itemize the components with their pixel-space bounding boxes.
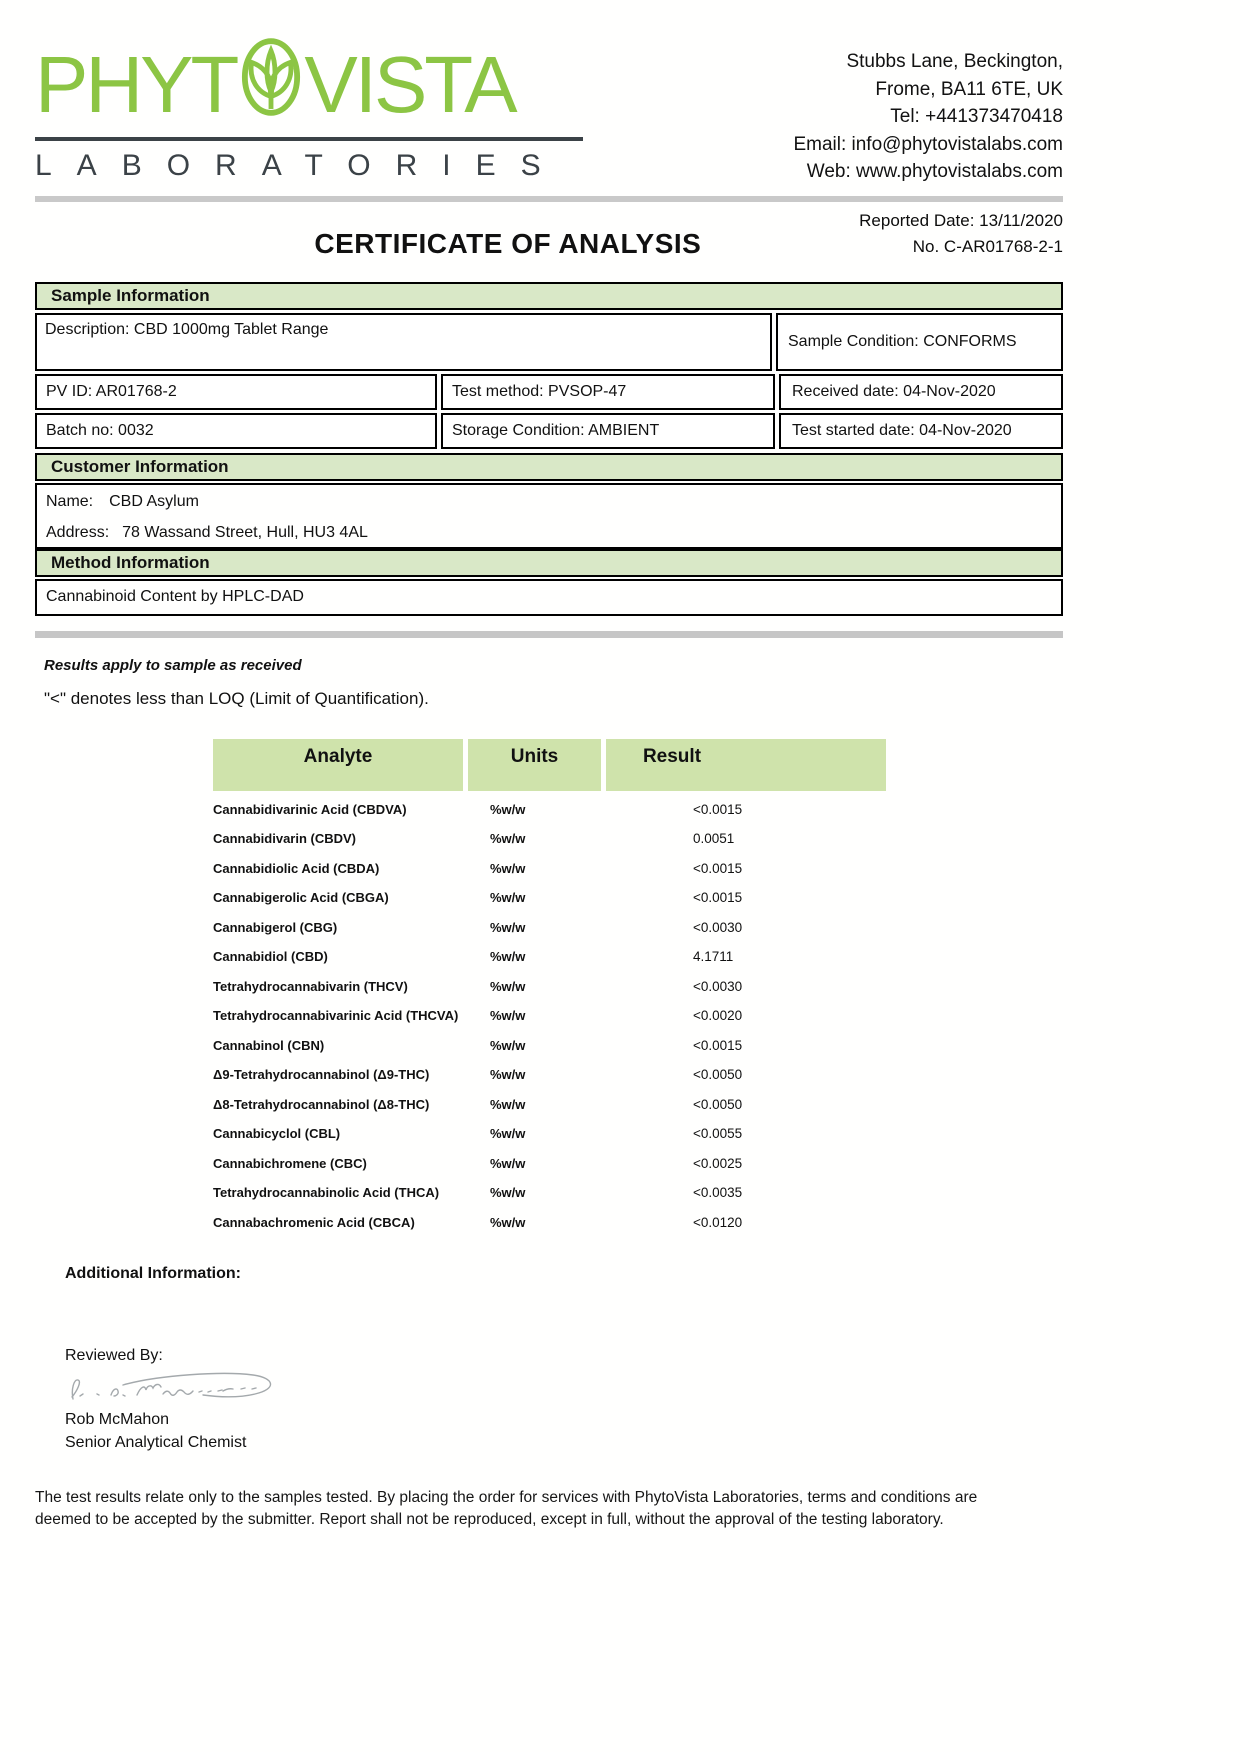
logo-rule: [35, 137, 583, 141]
analyte-name: Cannabinol (CBN): [213, 1037, 325, 1053]
reported-date: Reported Date: 13/11/2020: [859, 210, 1063, 230]
results-table: [213, 739, 886, 1238]
analyte-result: <0.0015: [693, 890, 743, 906]
pv-id: PV ID: AR01768-2: [35, 374, 437, 410]
analyte-result: <0.0015: [693, 860, 743, 876]
table-row: [213, 854, 886, 884]
method-box: Cannabinoid Content by HPLC-DAD: [35, 579, 1063, 616]
results-table-body: [213, 795, 886, 1238]
analyte-result: <0.0030: [693, 978, 743, 994]
analyte-units: %w/w: [490, 1185, 526, 1201]
sample-condition: Sample Condition: CONFORMS: [776, 313, 1063, 371]
analyte-result: 4.1711: [693, 949, 734, 965]
footer-line2: deemed to be accepted by the submitter. Report shall not be reproduced, except in full, without the approval of the testing laboratory.: [35, 1511, 944, 1529]
loq-note: "<" denotes less than LOQ (Limit of Quantification).: [44, 688, 429, 708]
analyte-name: Tetrahydrocannabinolic Acid (THCA): [213, 1185, 440, 1201]
header-divider: [35, 196, 1063, 202]
analyte-units: %w/w: [490, 801, 526, 817]
analyte-name: Cannabigerol (CBG): [213, 919, 338, 935]
analyte-name: Cannabichromene (CBC): [213, 1155, 367, 1171]
table-row: [213, 1001, 886, 1031]
analyte-name: Cannabidiol (CBD): [213, 949, 328, 965]
customer-address-label: Address:: [46, 523, 110, 541]
table-row: [213, 824, 886, 854]
table-row: [213, 1031, 886, 1061]
report-meta: [35, 208, 1063, 274]
lab-contact-block: [587, 36, 1063, 186]
column-header-result: Result: [606, 739, 886, 791]
analyte-result: <0.0020: [693, 1008, 743, 1024]
analyte-name: Cannabachromenic Acid (CBCA): [213, 1214, 415, 1230]
test-method: Test method: PVSOP-47: [441, 374, 775, 410]
analyte-result: <0.0055: [693, 1126, 743, 1142]
sample-row-batch: [35, 413, 1063, 449]
phytovista-logo: [35, 36, 587, 186]
sample-row-ids: [35, 374, 1063, 410]
certificate-title: CERTIFICATE OF ANALYSIS: [314, 227, 702, 259]
logo-text-right: VISTA: [304, 39, 515, 129]
analyte-name: Cannabidiolic Acid (CBDA): [213, 860, 380, 876]
analyte-units: %w/w: [490, 1008, 526, 1024]
table-row: [213, 1149, 886, 1179]
table-row: [213, 972, 886, 1002]
sample-note: Results apply to sample as received: [44, 656, 302, 674]
contact-address-line2: Frome, BA11 6TE, UK: [875, 78, 1063, 100]
analyte-result: <0.0015: [693, 801, 743, 817]
analyte-result: <0.0015: [693, 1037, 743, 1053]
customer-name-line: [46, 493, 1053, 511]
customer-address-line: [46, 524, 1053, 542]
signature-image: [63, 1367, 1063, 1409]
batch-no: Batch no: 0032: [35, 413, 437, 449]
analyte-units: %w/w: [490, 1126, 526, 1142]
sample-description: Description: CBD 1000mg Tablet Range: [35, 313, 772, 371]
contact-address-line1: Stubbs Lane, Beckington,: [846, 51, 1063, 72]
table-row: [213, 942, 886, 972]
document-content: [35, 0, 1063, 1452]
analyte-units: %w/w: [490, 1067, 526, 1083]
analyte-units: %w/w: [490, 1037, 526, 1053]
logo-subtitle: LABORATORIES: [35, 149, 566, 182]
analyte-result: <0.0050: [693, 1096, 743, 1112]
header: [35, 36, 1063, 186]
analyte-name: Cannabicyclol (CBL): [213, 1126, 341, 1142]
contact-tel: Tel: +441373470418: [890, 106, 1063, 128]
analyte-units: %w/w: [490, 978, 526, 994]
reviewer-title: Senior Analytical Chemist: [65, 1434, 247, 1452]
table-row: [213, 1060, 886, 1090]
analyte-result: <0.0120: [693, 1214, 743, 1230]
analyte-result: <0.0030: [693, 919, 743, 935]
analyte-name: Tetrahydrocannabivarin (THCV): [213, 978, 408, 994]
analyte-name: Cannabidivarin (CBDV): [213, 831, 357, 847]
report-number: No. C-AR01768-2-1: [912, 237, 1063, 257]
column-header-analyte: Analyte: [213, 739, 463, 791]
column-header-units: Units: [468, 739, 601, 791]
table-row: [213, 795, 886, 825]
analyte-units: %w/w: [490, 1214, 526, 1230]
method-information-header: Method Information: [35, 549, 1063, 577]
analyte-result: <0.0035: [693, 1185, 743, 1201]
reviewed-by-label: Reviewed By:: [65, 1347, 163, 1365]
analyte-units: %w/w: [490, 860, 526, 876]
logo-text-left: PHYT: [35, 39, 237, 129]
additional-information-label: Additional Information:: [65, 1265, 241, 1283]
customer-information-header: Customer Information: [35, 453, 1063, 481]
table-row: [213, 883, 886, 913]
table-row: [213, 913, 886, 943]
analyte-name: Cannabidivarinic Acid (CBDVA): [213, 801, 407, 817]
analyte-units: %w/w: [490, 1096, 526, 1112]
test-started-date: Test started date: 04-Nov-2020: [779, 413, 1063, 449]
reviewer-name: Rob McMahon: [65, 1411, 170, 1429]
analyte-units: %w/w: [490, 831, 526, 847]
customer-name-value: CBD Asylum: [109, 492, 199, 510]
storage-condition: Storage Condition: AMBIENT: [441, 413, 775, 449]
analyte-name: Δ9-Tetrahydrocannabinol (Δ9-THC): [213, 1067, 430, 1083]
analyte-units: %w/w: [490, 949, 526, 965]
analyte-units: %w/w: [490, 919, 526, 935]
received-date: Received date: 04-Nov-2020: [779, 374, 1063, 410]
analyte-name: Δ8-Tetrahydrocannabinol (Δ8-THC): [213, 1096, 430, 1112]
analyte-name: Cannabigerolic Acid (CBGA): [213, 890, 389, 906]
footer-line1: The test results relate only to the samples tested. By placing the order for services with PhytoVista Laboratories, terms and conditions are: [35, 1489, 978, 1506]
customer-box: [35, 483, 1063, 549]
results-table-head: [213, 739, 886, 791]
analyte-result: <0.0025: [693, 1155, 743, 1171]
logo-wordmark: [35, 36, 587, 133]
footer-disclaimer: [35, 1487, 1070, 1532]
table-row: [213, 1178, 886, 1208]
analyte-name: Tetrahydrocannabivarinic Acid (THCVA): [213, 1008, 459, 1024]
sample-information-header: Sample Information: [35, 282, 1063, 310]
contact-web: Web: www.phytovistalabs.com: [806, 161, 1063, 183]
table-row: [213, 1119, 886, 1149]
analyte-units: %w/w: [490, 1155, 526, 1171]
analyte-units: %w/w: [490, 890, 526, 906]
customer-name-label: Name:: [46, 492, 94, 510]
analyte-result: <0.0050: [693, 1067, 743, 1083]
analyte-result: 0.0051: [693, 831, 735, 847]
section-divider: [35, 631, 1063, 638]
contact-email: Email: info@phytovistalabs.com: [793, 133, 1063, 155]
customer-address-value: 78 Wassand Street, Hull, HU3 4AL: [122, 523, 368, 541]
leaf-in-oval-icon: [240, 36, 302, 133]
sample-row-description: [35, 313, 1063, 371]
table-row: [213, 1208, 886, 1238]
table-row: [213, 1090, 886, 1120]
